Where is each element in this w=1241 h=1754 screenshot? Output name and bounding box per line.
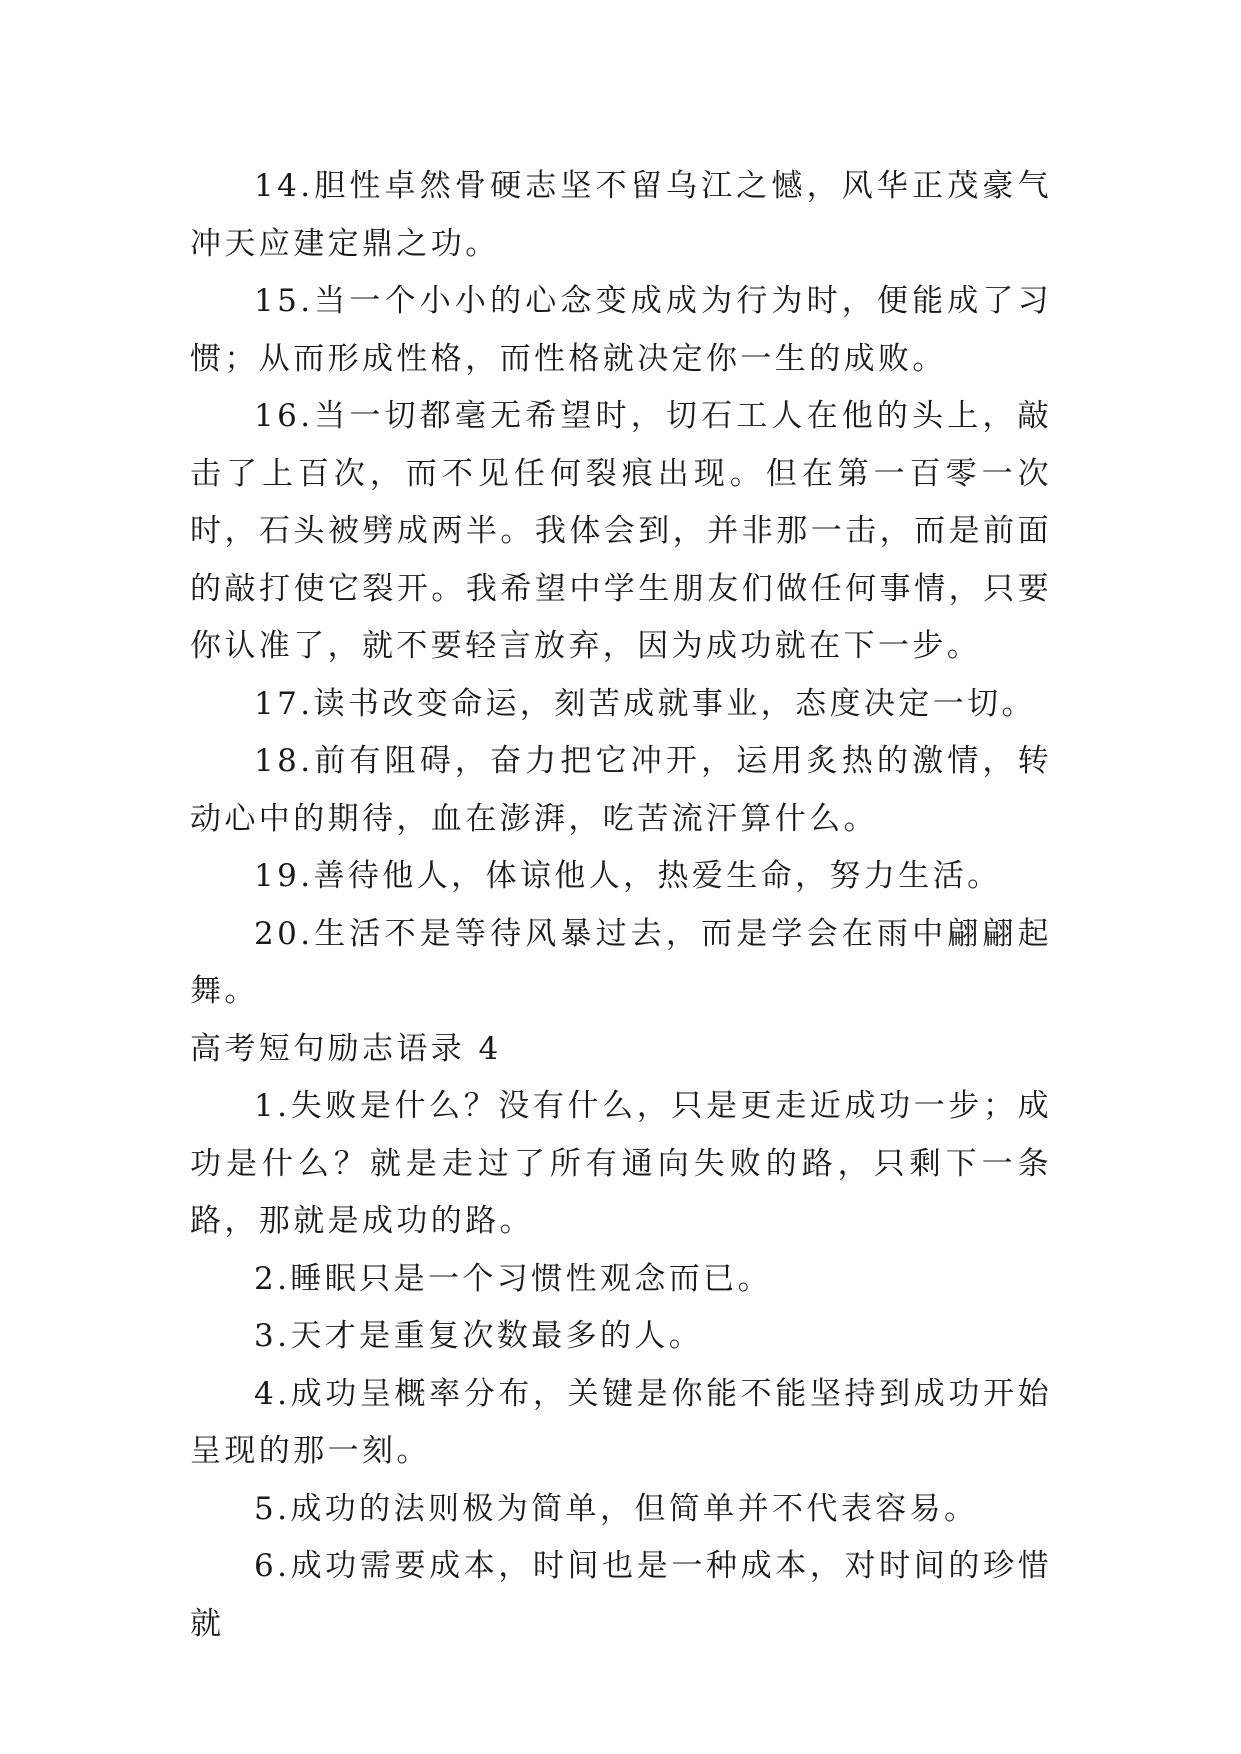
paragraph-item-6: 6.成功需要成本，时间也是一种成本，对时间的珍惜就	[190, 1548, 1052, 1642]
document-body	[190, 158, 1052, 1653]
paragraph-item-4: 4.成功呈概率分布，关键是你能不能坚持到成功开始呈现的那一刻。	[190, 1375, 1052, 1469]
paragraph-item-19: 19.善待他人，体谅他人，热爱生命，努力生活。	[254, 858, 1002, 894]
paragraph-item-2: 2.睡眠只是一个习惯性观念而已。	[254, 1260, 772, 1297]
paragraph-item-18: 18.前有阻碍，奋力把它冲开，运用炙热的激情，转动心中的期待，血在澎湃，吃苦流汗算什么。	[190, 743, 1052, 837]
paragraph-item-3: 3.天才是重复次数最多的人。	[254, 1318, 704, 1354]
paragraph-item-14: 14.胆性卓然骨硬志坚不留乌江之憾，风华正茂豪气冲天应建定鼎之功。	[190, 168, 1052, 262]
paragraph-item-5: 5.成功的法则极为简单，但简单并不代表容易。	[254, 1490, 979, 1527]
paragraph-item-20: 20.生活不是等待风暴过去，而是学会在雨中翩翩起舞。	[190, 915, 1052, 1009]
paragraph-item-1: 1.失败是什么？没有什么，只是更走近成功一步；成功是什么？就是走过了所有通向失败的路，只剩下一条路，那就是成功的路。	[190, 1088, 1052, 1239]
paragraph-item-17: 17.读书改变命运，刻苦成就事业，态度决定一切。	[254, 685, 1036, 722]
section-heading: 高考短句励志语录 4	[190, 1030, 502, 1067]
paragraph-item-15: 15.当一个小小的心念变成成为行为时，便能成了习惯；从而形成性格，而性格就决定你一生的成败。	[190, 283, 1052, 377]
paragraph-item-16: 16.当一切都毫无希望时，切石工人在他的头上，敲击了上百次，而不见任何裂痕出现。但在第一百零一次时，石头被劈成两半。我体会到，并非那一击，而是前面的敲打使它裂开。我希望中学生朋友们做任何事情，只要你认准了，就不要轻言放弃，因为成功就在下一步。	[190, 398, 1052, 664]
